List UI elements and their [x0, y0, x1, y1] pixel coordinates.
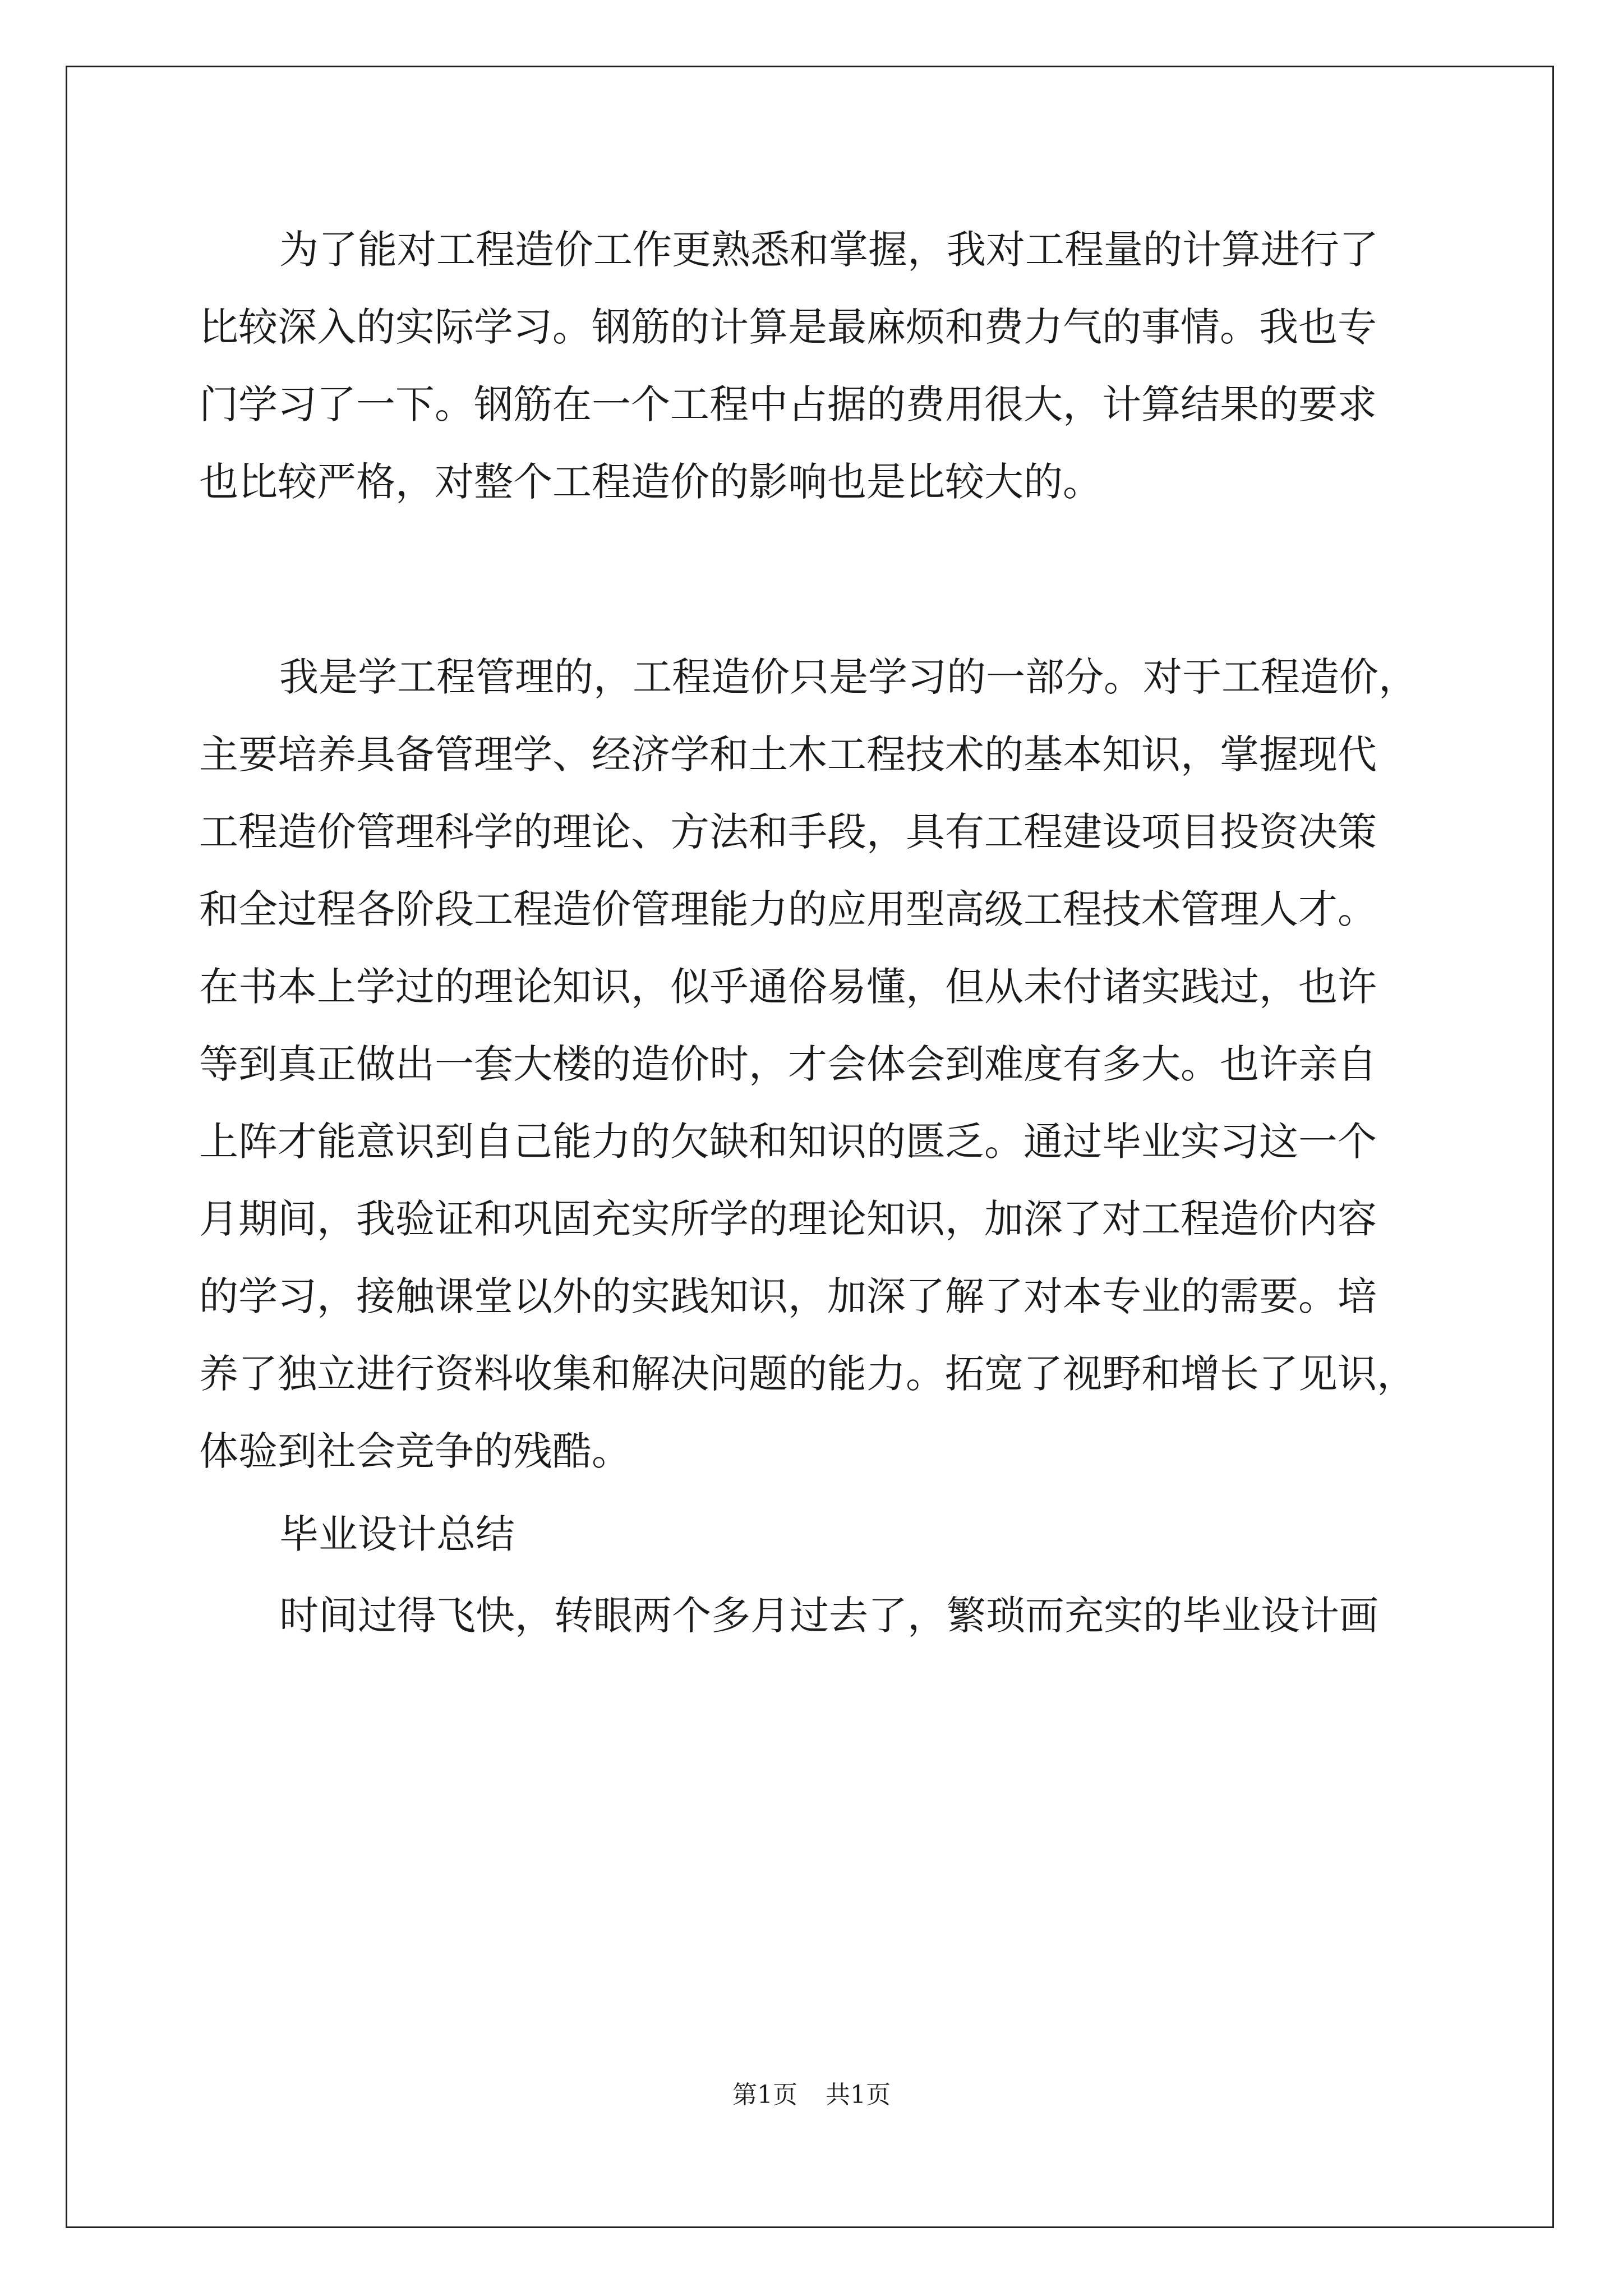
paragraph-line	[0, 1576, 1623, 1655]
paragraph-line	[0, 638, 1623, 716]
page-number: 第1页	[732, 2081, 797, 2109]
paragraph-line	[0, 210, 1623, 289]
paragraph-line	[0, 1335, 1623, 1413]
paragraph-line	[0, 793, 1623, 871]
line-text: 主要培养具备管理学、经济学和土木工程技术的基本知识，掌握现代	[199, 731, 1377, 777]
paragraph-line	[0, 715, 1623, 794]
line-text: 养了独立进行资料收集和解决问题的能力。拓宽了视野和增长了见识，	[199, 1351, 1416, 1397]
line-text: 在书本上学过的理论知识，似乎通俗易懂，但从未付诸实践过，也许	[199, 964, 1377, 1010]
line-text: 的学习，接触课堂以外的实践知识，加深了解了对本专业的需要。培	[199, 1273, 1377, 1319]
line-text: 我是学工程管理的，工程造价只是学习的一部分。对于工程造价，	[279, 654, 1418, 700]
line-text: 上阵才能意识到自己能力的欠缺和知识的匮乏。通过毕业实习这一个	[199, 1119, 1377, 1165]
page-total: 共1页	[826, 2081, 891, 2109]
paragraph-line	[0, 947, 1623, 1026]
paragraph-line	[0, 365, 1623, 444]
paragraph-line	[0, 1025, 1623, 1103]
paragraph-line	[0, 1257, 1623, 1336]
paragraph-line	[0, 443, 1623, 521]
line-text: 等到真正做出一套大楼的造价时，才会体会到难度有多大。也许亲自	[199, 1041, 1377, 1087]
paragraph-line	[0, 1412, 1623, 1490]
line-text: 时间过得飞快，转眼两个多月过去了，繁琐而充实的毕业设计画	[279, 1593, 1378, 1639]
page-footer	[0, 2078, 1623, 2112]
line-text: 也比较严格，对整个工程造价的影响也是比较大的。	[199, 459, 1102, 505]
paragraph-line	[0, 288, 1623, 366]
paragraph-line	[0, 870, 1623, 949]
section-heading	[0, 1495, 1623, 1573]
line-text: 工程造价管理科学的理论、方法和手段，具有工程建设项目投资决策	[199, 809, 1377, 855]
line-text: 和全过程各阶段工程造价管理能力的应用型高级工程技术管理人才。	[199, 886, 1377, 932]
paragraph-line	[0, 1180, 1623, 1258]
line-text: 月期间，我验证和巩固充实所学的理论知识，加深了对工程造价内容	[199, 1196, 1377, 1242]
line-text: 为了能对工程造价工作更熟悉和掌握，我对工程量的计算进行了	[279, 227, 1378, 273]
line-text: 门学习了一下。钢筋在一个工程中占据的费用很大，计算结果的要求	[199, 381, 1377, 427]
line-text: 比较深入的实际学习。钢筋的计算是最麻烦和费力气的事情。我也专	[199, 304, 1377, 350]
paragraph-line	[0, 1102, 1623, 1181]
section-heading-text: 毕业设计总结	[279, 1511, 515, 1557]
line-text: 体验到社会竞争的残酷。	[199, 1428, 631, 1474]
